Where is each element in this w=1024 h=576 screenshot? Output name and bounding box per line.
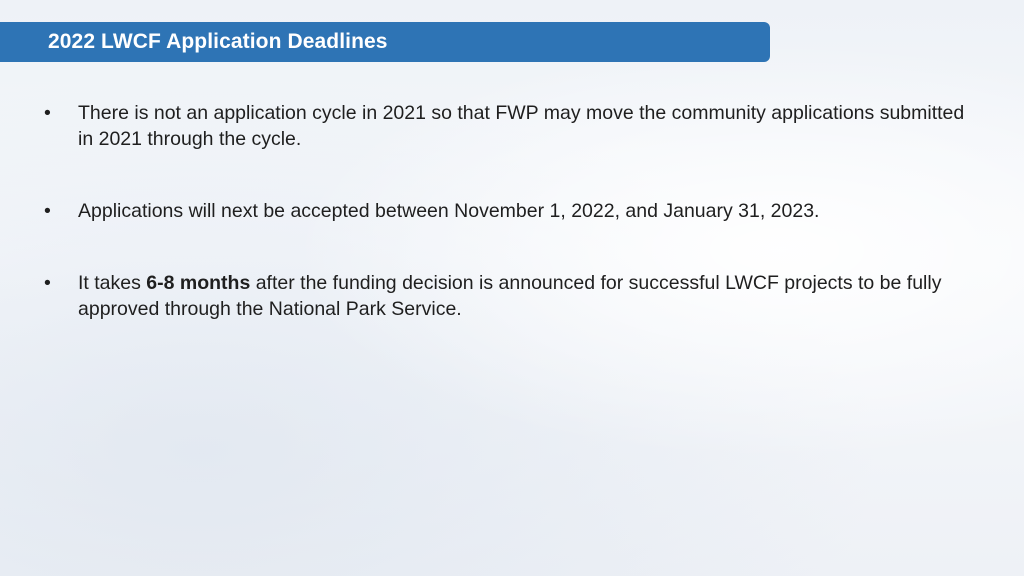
title-bar (0, 22, 770, 62)
bullet-text-suffix: after the funding decision is announced for successful LWCF projects to be fully approved through the National Park Service. (78, 272, 942, 320)
bullet-text-emphasis: 6-8 months (146, 272, 251, 294)
bullet-item (44, 198, 979, 224)
bullet-text: There is not an application cycle in 2021 so that FWP may move the community applications submitted in 2021 through the cycle. (78, 102, 965, 150)
slide-title: 2022 LWCF Application Deadlines (48, 30, 388, 53)
bullet-marker: • (44, 272, 51, 294)
bullet-marker: • (44, 200, 51, 222)
bullet-list (44, 100, 979, 322)
bullet-item (44, 270, 979, 322)
bullet-item (44, 100, 979, 152)
bullet-text-prefix: It takes (78, 272, 147, 294)
bullet-marker: • (44, 102, 51, 124)
bullet-text: Applications will next be accepted between November 1, 2022, and January 31, 2023. (78, 200, 820, 222)
